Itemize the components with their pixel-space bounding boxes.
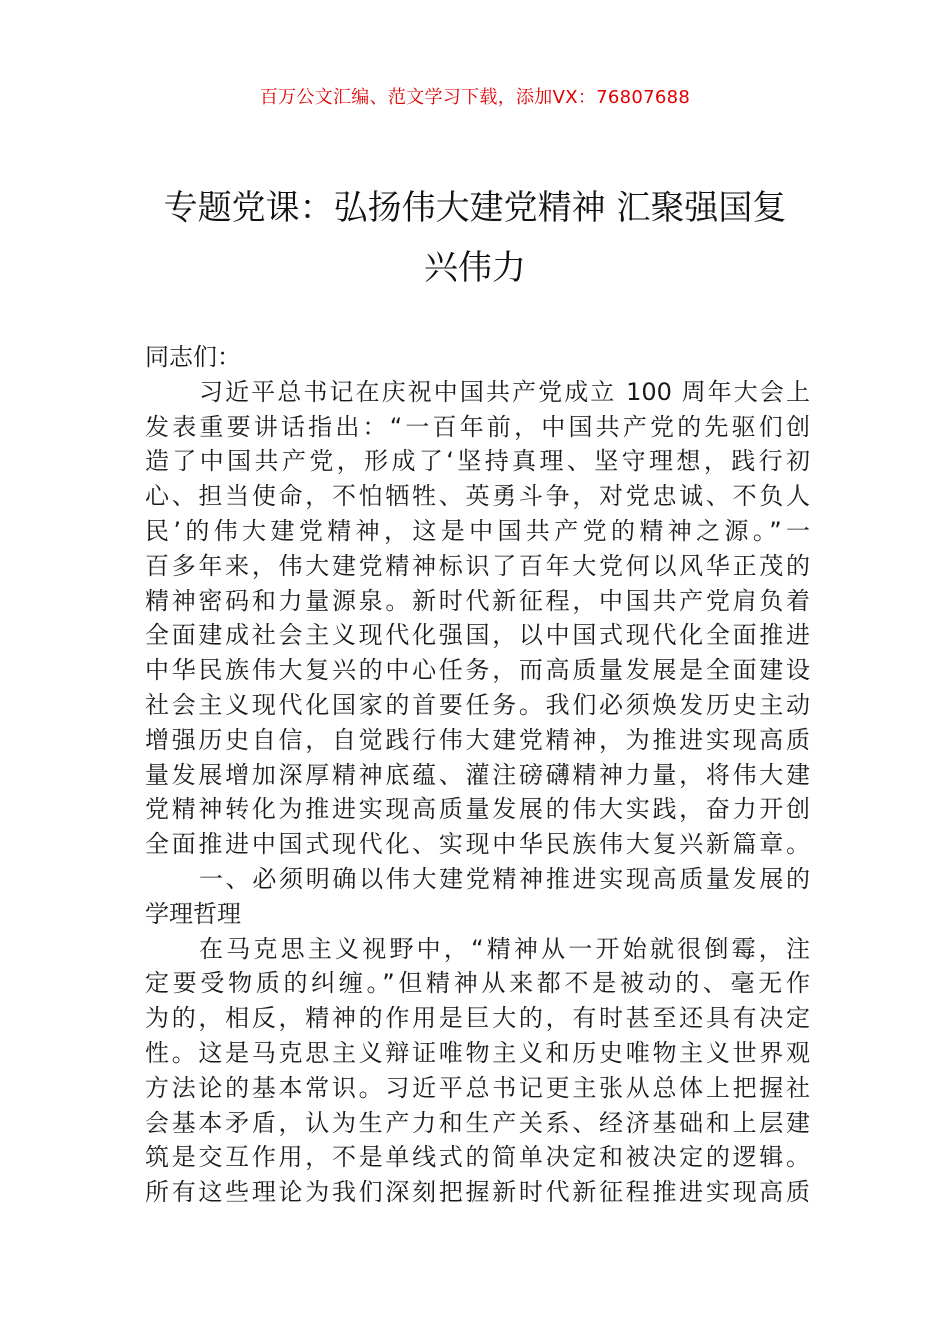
body-line-23: 筑是交互作用，不是单线式的简单决定和被决定的逻辑。 xyxy=(145,1143,810,1172)
body-line-8: 全面建成社会主义现代化强国，以中国式现代化全面推进 xyxy=(145,621,810,650)
body-line-14: 全面推进中国式现代化、实现中华民族伟大复兴新篇章。 xyxy=(145,830,810,859)
body-line-9: 中华民族伟大复兴的中心任务，而高质量发展是全面建设 xyxy=(145,656,810,685)
body-line-18: 定要受物质的纠缠。”但精神从来都不是被动的、毫无作 xyxy=(145,969,810,998)
body-line-6: 百多年来，伟大建党精神标识了百年大党何以风华正茂的 xyxy=(145,551,810,580)
body-line-24: 所有这些理论为我们深刻把握新时代新征程推进实现高质 xyxy=(145,1178,810,1207)
body-line-10: 社会主义现代化国家的首要任务。我们必须焕发历史主动 xyxy=(145,690,810,719)
body-line-1: 习近平总书记在庆祝中国共产党成立 100 周年大会上 xyxy=(199,377,810,406)
body-line-21: 方法论的基本常识。习近平总书记更主张从总体上把握社 xyxy=(145,1073,810,1102)
salutation: 同志们： xyxy=(145,343,241,371)
body-line-5: 民’的伟大建党精神，这是中国共产党的精神之源。”一 xyxy=(145,516,810,545)
body-line-3: 造了中国共产党，形成了‘坚持真理、坚守理想，践行初 xyxy=(145,447,810,476)
body-line-19: 为的，相反，精神的作用是巨大的，有时甚至还具有决定 xyxy=(145,1004,810,1033)
body-line-17: 在马克思主义视野中，“精神从一开始就很倒霉，注 xyxy=(199,934,810,963)
body-line-11: 增强历史自信，自觉践行伟大建党精神，为推进实现高质 xyxy=(145,725,810,754)
document-title xyxy=(140,178,810,298)
body-line-2: 发表重要讲话指出：“一百年前，中国共产党的先驱们创 xyxy=(145,412,810,441)
title-line-2: 兴伟力 xyxy=(424,248,526,288)
body-line-12: 量发展增加深厚精神底蕴、灌注磅礴精神力量，将伟大建 xyxy=(145,760,810,789)
body-line-13: 党精神转化为推进实现高质量发展的伟大实践，奋力开创 xyxy=(145,795,810,824)
body-line-22: 会基本矛盾，认为生产力和生产关系、经济基础和上层建 xyxy=(145,1108,810,1137)
section-heading-1-cont: 学理哲理 xyxy=(145,899,241,928)
body-line-7: 精神密码和力量源泉。新时代新征程，中国共产党肩负着 xyxy=(145,586,810,615)
body-line-20: 性。这是马克思主义辩证唯物主义和历史唯物主义世界观 xyxy=(145,1038,810,1067)
header-note: 百万公文汇编、范文学习下载，添加VX：76807688 xyxy=(259,87,691,108)
section-heading-1: 一、必须明确以伟大建党精神推进实现高质量发展的 xyxy=(199,864,810,893)
title-line-1: 专题党课：弘扬伟大建党精神 汇聚强国复 xyxy=(163,188,787,228)
document-body xyxy=(145,340,810,1210)
body-line-4: 心、担当使命，不怕牺牲、英勇斗争，对党忠诚、不负人 xyxy=(145,482,810,511)
